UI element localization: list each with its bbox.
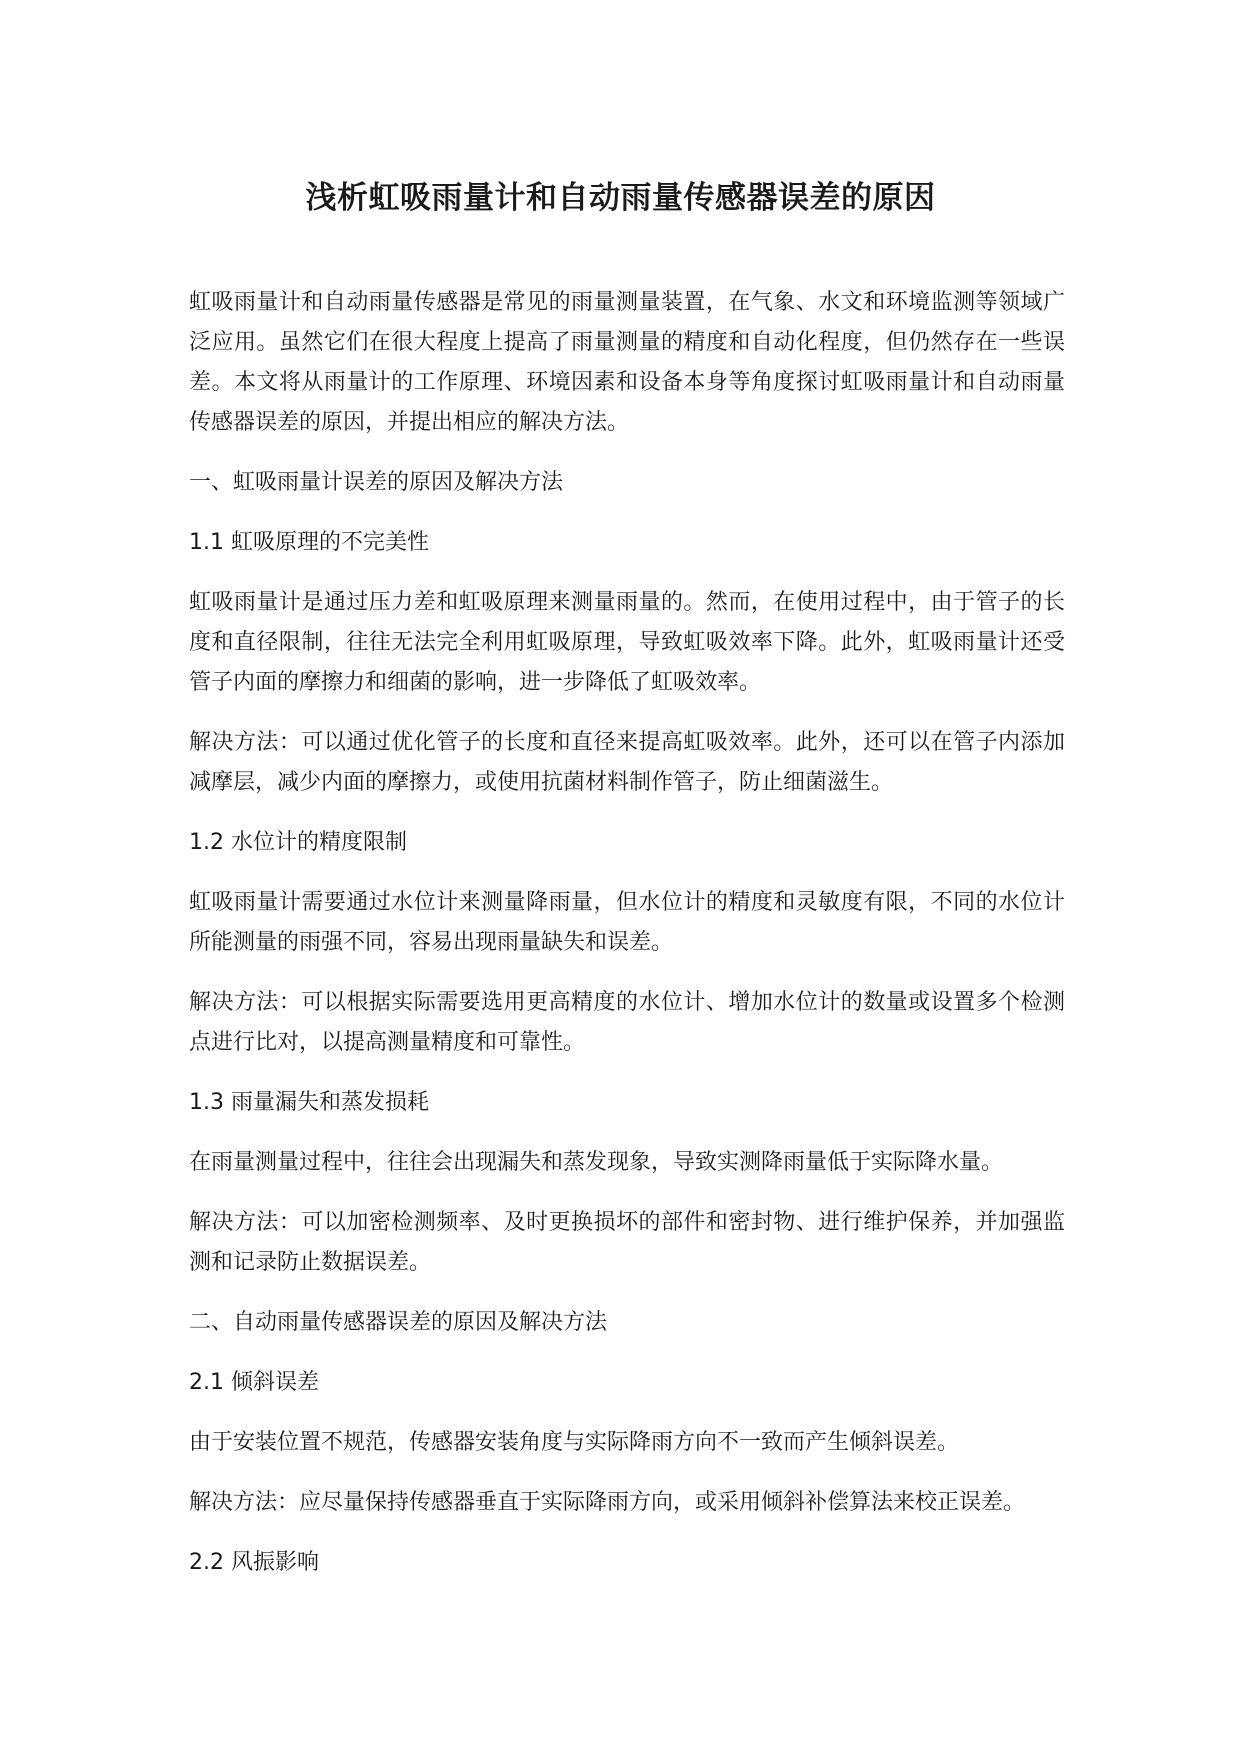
subsection-1-2-heading: 1.2 水位计的精度限制 — [189, 830, 407, 855]
subsection-1-1-text: 虹吸雨量计是通过压力差和虹吸原理来测量雨量的。然而，在使用过程中，由于管子的长度和直径限制，往往无法完全利用虹吸原理，导致虹吸效率下降。此外，虹吸雨量计还受管子内面的摩擦力和细菌的影响，进一步降低了虹吸效率。 — [189, 590, 1065, 695]
subsection-1-2-solution: 解决方法：可以根据实际需要选用更高精度的水位计、增加水位计的数量或设置多个检测点进行比对，以提高测量精度和可靠性。 — [189, 990, 1065, 1055]
section-1-heading: 一、虹吸雨量计误差的原因及解决方法 — [189, 470, 564, 495]
subsection-1-1-solution: 解决方法：可以通过优化管子的长度和直径来提高虹吸效率。此外，还可以在管子内添加减摩层，减少内面的摩擦力，或使用抗菌材料制作管子，防止细菌滋生。 — [189, 730, 1065, 795]
subsection-2-1-solution: 解决方法：应尽量保持传感器垂直于实际降雨方向，或采用倾斜补偿算法来校正误差。 — [189, 1490, 1026, 1515]
subsection-1-3-solution: 解决方法：可以加密检测频率、及时更换损坏的部件和密封物、进行维护保养，并加强监测和记录防止数据误差。 — [189, 1210, 1065, 1275]
subsection-1-2-text: 虹吸雨量计需要通过水位计来测量降雨量，但水位计的精度和灵敏度有限，不同的水位计所能测量的雨强不同，容易出现雨量缺失和误差。 — [189, 890, 1065, 955]
document-body — [189, 283, 1065, 1603]
document-title: 浅析虹吸雨量计和自动雨量传感器误差的原因 — [305, 180, 936, 216]
subsection-2-2-heading: 2.2 风振影响 — [189, 1550, 319, 1575]
subsection-2-1-text: 由于安装位置不规范，传感器安装角度与实际降雨方向不一致而产生倾斜误差。 — [189, 1430, 960, 1455]
section-2-heading: 二、自动雨量传感器误差的原因及解决方法 — [189, 1310, 608, 1335]
subsection-2-1-heading: 2.1 倾斜误差 — [189, 1370, 319, 1395]
intro-paragraph: 虹吸雨量计和自动雨量传感器是常见的雨量测量装置，在气象、水文和环境监测等领域广泛应用。虽然它们在很大程度上提高了雨量测量的精度和自动化程度，但仍然存在一些误差。本文将从雨量计的工作原理、环境因素和设备本身等角度探讨虹吸雨量计和自动雨量传感器误差的原因，并提出相应的解决方法。 — [189, 290, 1065, 435]
subsection-1-3-text: 在雨量测量过程中，往往会出现漏失和蒸发现象，导致实测降雨量低于实际降水量。 — [189, 1150, 1004, 1175]
subsection-1-1-heading: 1.1 虹吸原理的不完美性 — [189, 530, 429, 555]
subsection-1-3-heading: 1.3 雨量漏失和蒸发损耗 — [189, 1090, 429, 1115]
